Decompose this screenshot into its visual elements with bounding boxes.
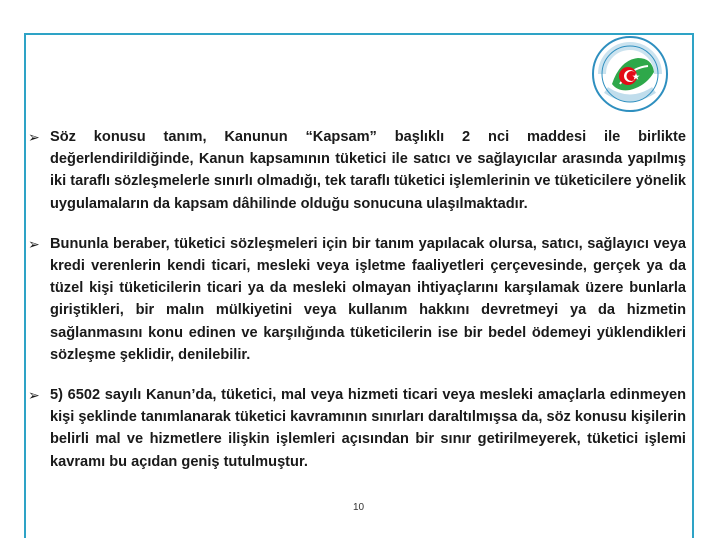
bullet-text: Söz konusu tanım, Kanunun “Kapsam” başlıklı 2 nci maddesi ile birlikte değerlendirildiğinde, Kanun kapsamının tüketici ile satıcı ve sağlayıcılar arasında yapılmış iki taraflı sözleşmelerle sınırlı olmadığı, tek taraflı tüketici işlemlerinin ve tüketicilere yönelik uygulamaların da kapsam dâhilinde olduğu sonucuna ulaşılmaktadır. bbox=[50, 129, 686, 212]
page-number: 10 bbox=[353, 502, 365, 513]
ministry-seal-icon bbox=[590, 34, 670, 114]
bullet-text: 5) 6502 sayılı Kanun’da, tüketici, mal veya hizmeti ticari veya mesleki amaçlarla edinmeyen kişi şeklinde tanımlanarak tüketici kavramının sınırları daraltılmışsa da, söz konusu kişilerin belirli mal ve hizmetlere ilişkin işlemleri açısından bir sınır getirilmeyerek, tüketici işlemi kavramı bu açıdan geniş tutulmuştur. bbox=[50, 387, 686, 470]
arrow-bullet-icon: ➢ bbox=[28, 235, 40, 252]
arrow-bullet-icon: ➢ bbox=[28, 387, 40, 404]
ministry-logo bbox=[590, 34, 670, 114]
bullet-item bbox=[28, 384, 686, 473]
arrow-bullet-icon: ➢ bbox=[28, 129, 40, 145]
bullet-list bbox=[28, 126, 686, 491]
bullet-item bbox=[28, 233, 686, 366]
bullet-text: Bununla beraber, tüketici sözleşmeleri için bir tanım yapılacak olursa, satıcı, sağlayıcı veya kredi verenlerin kendi ticari, mesleki veya işletme faaliyetleri çerçevesinde, gerçek ya da tüzel kişi tüketicilerin ticari ya da mesleki olmayan ihtiyaçlarını karşılamak üzere bunlarla giriştikleri, bir malın mülkiyetini veya kullanım hakkını devretmeyi ya da hizmetin sağlanmasını konu edinen ve karşılığında tüketicilerin ise bir bedel ödemeyi yüklendikleri sözleşme şeklidir, denilebilir. bbox=[50, 235, 686, 363]
bullet-item bbox=[28, 126, 686, 215]
